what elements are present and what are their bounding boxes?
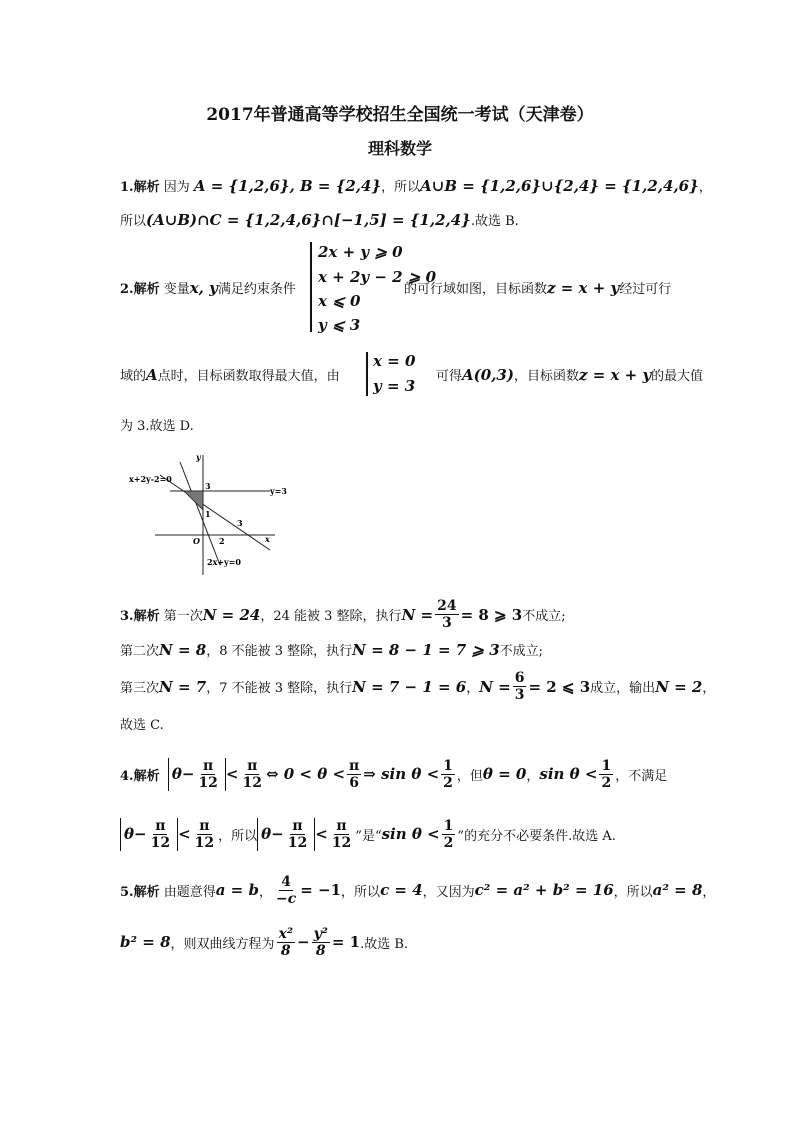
q2-point: A xyxy=(146,366,158,384)
q1-text2: ，所以 xyxy=(381,180,421,195)
q2-l2-pre: 域的 xyxy=(120,369,147,384)
q3-l1-m3: = 8 ⩾ 3 xyxy=(460,605,523,624)
q4-abs1: θ − $\frac{\pi}{12}$ xyxy=(168,758,226,791)
q3-l2-c: 不成立; xyxy=(499,644,544,659)
label-2xy: 2x+y=0 xyxy=(207,557,241,567)
tick-3y: 3 xyxy=(205,481,211,491)
q2-sys-brace xyxy=(366,352,368,396)
q1-l2-end: .故选 B. xyxy=(470,214,519,229)
q2-l2-end: 的最大值 xyxy=(651,369,704,384)
q2-label: 2.解析 xyxy=(120,282,160,297)
q3-l3-e: ， xyxy=(702,681,716,696)
q2-sys-1: x = 0 xyxy=(373,352,416,370)
q1-l2-text: 所以 xyxy=(120,214,147,229)
q3-l3-d: 成立，输出 xyxy=(590,681,656,696)
q2-constraint-2: x + 2y − 2 ⩾ 0 xyxy=(318,268,437,286)
q1-label: 1.解析 xyxy=(120,180,160,195)
q2-line1-post xyxy=(404,278,671,297)
q2-A-coord: A(0,3) xyxy=(462,366,514,384)
q5-line1: 5.解析 由题意得 a = b ， $\frac{4}{-c}$ = −1 ，所以 c = 4 ，又因为 c² = a² + b² = 16 ，所以 a² = 8 ， xyxy=(120,873,716,907)
q2-l2-mid3: ，目标函数 xyxy=(513,369,579,384)
q3-l3-m5: N = 2 xyxy=(655,677,703,696)
q3-l1-c: 不成立; xyxy=(522,609,566,624)
q2-sys-2: y = 3 xyxy=(373,377,416,395)
q3-l1-m2: N = xyxy=(401,605,434,624)
q3-line2 xyxy=(120,640,543,659)
q4-line1: 4.解析 θ − $\frac{\pi}{12}$ < $\frac{\pi}{12}$ ⇔ 0 < θ < $\frac{\pi}{6}$ ⇒ sin θ < $\frac{1}{2}$ ，但 θ = 0 ， sin θ < $\frac{1}{2}$ ，不满足 xyxy=(120,757,668,791)
q3-line1 xyxy=(120,598,566,631)
feasible-region xyxy=(184,491,203,510)
page-title: 2017年普通高等学校招生全国统一考试（天津卷） xyxy=(206,105,594,125)
tick-1: 1 xyxy=(205,509,211,519)
q1-line2 xyxy=(120,210,519,229)
q3-l1-a: 第一次 xyxy=(163,609,203,624)
q3-l3-frac: $\frac{6}{3}$ xyxy=(514,670,525,703)
q2-line2 xyxy=(120,365,340,384)
q2-l2-mid: 点时，目标函数取得最大值，由 xyxy=(157,369,340,384)
q3-label: 3.解析 xyxy=(120,609,160,624)
q2-pre: 变量 xyxy=(163,282,190,297)
q5-label: 5.解析 xyxy=(120,884,160,900)
q3-l3-m2: N = 7 − 1 = 6 xyxy=(352,677,467,696)
page-subtitle: 理科数学 xyxy=(367,139,432,158)
tick-2: 2 xyxy=(219,536,225,546)
q1-math1: A = {1,2,6}, B = {2,4} xyxy=(193,177,382,195)
q3-l1-b: ，24 能被 3 整除，执行 xyxy=(260,609,402,624)
q3-l3-c: ， xyxy=(466,681,480,696)
q2-constraint-3: x ⩽ 0 xyxy=(318,292,361,310)
q2-line2-post xyxy=(436,365,703,384)
q3-l3-m1: N = 7 xyxy=(159,677,207,696)
q2-cond: 满足约束条件 xyxy=(217,282,296,297)
q2-post2: 经过可行 xyxy=(619,282,672,297)
q2-line1 xyxy=(120,278,296,297)
q2-figure xyxy=(125,450,305,580)
q3-l1-m1: N = 24 xyxy=(202,605,261,624)
q4-iff: ⇔ 0 < θ < xyxy=(265,765,346,783)
q3-l3-a: 第三次 xyxy=(120,681,160,696)
q1-line1 xyxy=(120,176,712,195)
q2-line3: 为 3.故选 D. xyxy=(120,419,194,434)
q3-l2-a: 第二次 xyxy=(120,644,160,659)
q4-line2: θ − $\frac{\pi}{12}$ < $\frac{\pi}{12}$ ，所以 θ − $\frac{\pi}{12}$ < $\frac{\pi}{12}$ ”是“ sin θ < $\frac{1}{2}$ ”的充分不必要条件.故选 A. xyxy=(120,812,616,856)
q2-obj: z = x + y xyxy=(547,279,620,297)
q4-implies: ⇒ sin θ < xyxy=(363,765,440,783)
q3-l2-m2: N = 8 − 1 = 7 ⩾ 3 xyxy=(352,641,500,659)
q1-l2-math: (A∪B)∩C = {1,2,4,6}∩[−1,5] = {1,2,4} xyxy=(146,211,471,229)
q3-l3-m4: = 2 ⩽ 3 xyxy=(528,677,591,696)
q2-l2-mid2: 可得 xyxy=(436,369,463,384)
q1-end1: ， xyxy=(698,180,712,195)
origin-label: O xyxy=(193,536,200,546)
q3-l3-b: ，7 不能被 3 整除，执行 xyxy=(206,681,353,696)
line-x2y xyxy=(160,475,270,550)
q3-l3-m3: N = xyxy=(479,677,511,696)
q1-math2: A∪B = {1,2,6}∪{2,4} = {1,2,4,6} xyxy=(420,177,699,195)
q2-constraint-4: y ⩽ 3 xyxy=(318,316,361,334)
q3-l2-b: ，8 不能被 3 整除，执行 xyxy=(206,644,353,659)
q3-l2-m1: N = 8 xyxy=(159,641,207,659)
q1-text: 因为 xyxy=(163,180,190,195)
q2-post: 的可行域如图，目标函数 xyxy=(404,282,548,297)
q3-line4: 故选 C. xyxy=(120,718,164,733)
q2-constraint-1: 2x + y ⩾ 0 xyxy=(318,243,403,261)
q2-brace xyxy=(310,242,312,332)
tick-3x: 3 xyxy=(237,518,243,528)
line-2xy xyxy=(180,462,220,565)
q3-line3 xyxy=(120,670,715,703)
label-x2y: x+2y-2=0 xyxy=(129,474,172,484)
axis-x-label: x xyxy=(265,534,270,544)
label-y3: y=3 xyxy=(270,486,287,496)
q3-l1-frac: $\frac{24}{3}$ xyxy=(437,598,457,631)
axis-y-label: y xyxy=(196,452,201,462)
q2-obj2: z = x + y xyxy=(578,366,652,384)
q5-line2: b² = 8 ，则双曲线方程为 $\frac{\text{x²}}{8}$ − $\frac{\text{y²}}{8}$ = 1 .故选 B. xyxy=(120,925,409,959)
q4-label: 4.解析 xyxy=(120,768,160,784)
q2-vars: x, y xyxy=(189,279,218,297)
